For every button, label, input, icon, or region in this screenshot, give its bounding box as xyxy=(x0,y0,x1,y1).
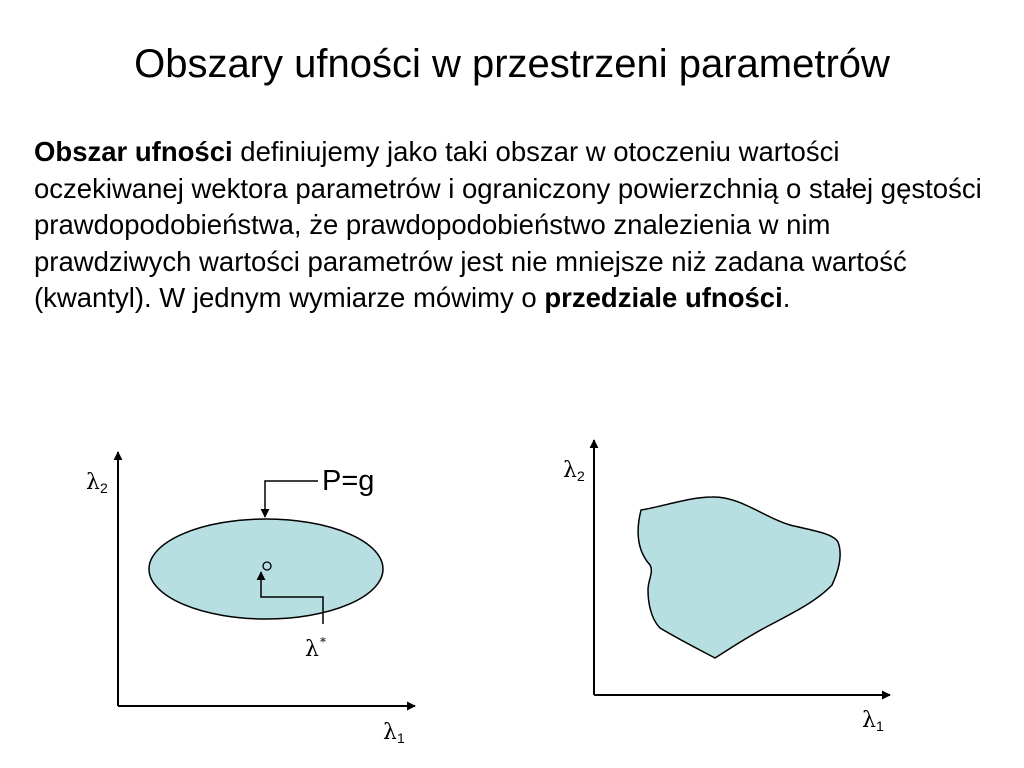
slide-title: Obszary ufności w przestrzeni parametrów xyxy=(134,42,890,86)
right-diagram xyxy=(563,440,890,734)
true-value-label: λ* xyxy=(305,635,326,662)
right-y-axis-label: λ2 xyxy=(563,458,585,484)
confidence-ellipse xyxy=(149,519,383,619)
definition-text: definiujemy jako taki obszar w otoczeniu wartości oczekiwanej wektora parametrów i ograniczony powierzchnią o stałej gęstości prawdopodobieństwa, że prawdopodobieństwo znalezienia w nim prawdziwych wartości parametrów jest nie mniejsze niż zadana wartość (kwantyl). W jednym wymiarze mówimy o xyxy=(34,136,982,313)
term-confidence-interval: przedziale ufności xyxy=(544,282,783,313)
irregular-confidence-region xyxy=(638,497,840,658)
right-x-axis-label: λ1 xyxy=(862,708,884,734)
left-y-axis-label: λ2 xyxy=(86,470,108,496)
contour-label-leader xyxy=(265,481,318,517)
left-diagram xyxy=(86,452,415,746)
term-confidence-region: Obszar ufności xyxy=(34,136,233,167)
left-x-axis-label: λ1 xyxy=(383,720,405,746)
definition-end: . xyxy=(782,282,791,313)
contour-label: P=g xyxy=(322,465,375,497)
